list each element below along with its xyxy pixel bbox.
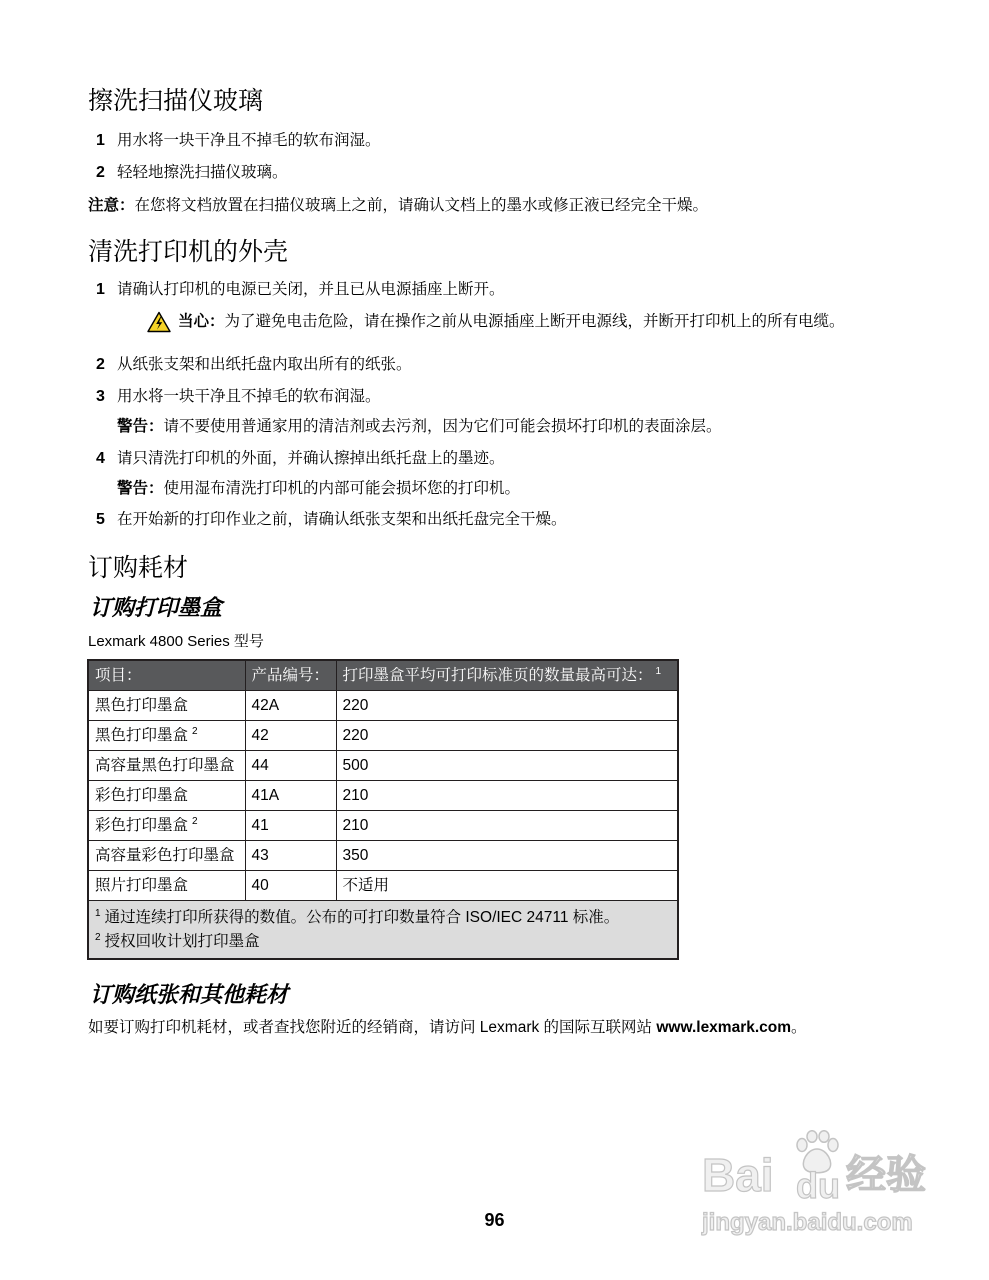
electric-shock-warning-icon [147, 311, 171, 333]
cell-part-number: 43 [245, 841, 336, 871]
step-text: 请确认打印机的电源已关闭，并且已从电源插座上断开。 [117, 281, 505, 298]
step-item [96, 163, 288, 183]
cell-item: 黑色打印墨盒 [88, 691, 245, 721]
note-text: 在您将文档放置在扫描仪玻璃上之前，请确认文档上的墨水或修正液已经完全干燥。 [134, 197, 709, 214]
cell-item: 彩色打印墨盒 [88, 781, 245, 811]
table-row [88, 871, 678, 901]
footnote-mark: 1 [95, 908, 101, 919]
caution-label: 当心： [178, 313, 225, 330]
header-label: 打印墨盒平均可打印标准页的数量最高可达： [342, 666, 653, 684]
printer-model-line: Lexmark 4800 Series 型号 [88, 633, 264, 650]
warning-text: 使用湿布清洗打印机的内部可能会损坏您的打印机。 [163, 480, 521, 497]
cell-item: 照片打印墨盒 [88, 871, 245, 901]
step-text: 在开始新的打印作业之前，请确认纸张支架和出纸托盘完全干燥。 [117, 511, 567, 528]
cell-part-number: 42A [245, 691, 336, 721]
cell-page-yield: 210 [336, 811, 678, 841]
caution-text: 为了避免电击危险，请在操作之前从电源插座上断开电源线，并断开打印机上的所有电缆。 [224, 313, 845, 330]
cell-page-yield: 220 [336, 691, 678, 721]
section-title-order-supplies: 订购耗材 [88, 554, 189, 582]
note-label: 注意： [88, 197, 135, 214]
warning-text: 请不要使用普通家用的清洁剂或去污剂，因为它们可能会损坏打印机的表面涂层。 [163, 418, 722, 435]
table-header-row [88, 660, 678, 691]
step-number: 3 [96, 388, 105, 405]
item-label: 彩色打印墨盒 [95, 816, 189, 834]
warning-label: 警告： [117, 418, 164, 435]
order-paper-paragraph [88, 1018, 807, 1038]
header-item [88, 660, 245, 691]
header-label: 产品编号： [251, 666, 330, 684]
step-number: 1 [96, 132, 105, 149]
cell-item: 高容量彩色打印墨盒 [88, 841, 245, 871]
cell-page-yield: 210 [336, 781, 678, 811]
step-item [96, 131, 381, 151]
step-item [96, 449, 505, 469]
footnote-ref: 2 [192, 725, 198, 737]
footnote-text: 授权回收计划打印墨盒 [104, 933, 260, 950]
page-number: 96 [484, 1210, 505, 1230]
table-row [88, 811, 678, 841]
table-row [88, 841, 678, 871]
section-title-clean-scanner-glass: 擦洗扫描仪玻璃 [88, 87, 264, 115]
table-footnotes-row [88, 901, 678, 960]
footnote-ref: 1 [655, 665, 662, 677]
header-label: 项目： [95, 666, 142, 684]
table-row [88, 721, 678, 751]
table-footnotes [88, 901, 678, 960]
watermark-site: jingyan.baidu.com [702, 1209, 913, 1236]
subsection-title-order-paper: 订购纸张和其他耗材 [90, 982, 289, 1007]
cell-part-number: 41A [245, 781, 336, 811]
footnote-ref: 2 [192, 815, 198, 827]
footnote [95, 930, 671, 954]
cell-item: 高容量黑色打印墨盒 [88, 751, 245, 781]
cell-part-number: 42 [245, 721, 336, 751]
step-number: 2 [96, 356, 105, 373]
paragraph-end: 。 [791, 1019, 807, 1036]
watermark-logo-text: du [796, 1165, 840, 1206]
warning-label: 警告： [117, 480, 164, 497]
paragraph-text: 如要订购打印机耗材，或者查找您附近的经销商，请访问 Lexmark 的国际互联网站 [88, 1019, 657, 1036]
cartridge-table [87, 659, 679, 960]
footnote-mark: 2 [95, 932, 101, 943]
cell-part-number: 44 [245, 751, 336, 781]
table-row [88, 781, 678, 811]
table-row [88, 691, 678, 721]
step-number: 5 [96, 511, 105, 528]
warning-note [117, 479, 520, 499]
table-row [88, 751, 678, 781]
cell-page-yield: 220 [336, 721, 678, 751]
item-label: 黑色打印墨盒 [95, 726, 189, 744]
footnote-text: 通过连续打印所获得的数值。公布的可打印数量符合 ISO/IEC 24711 标准。 [104, 909, 620, 926]
section-title-clean-printer-exterior: 清洗打印机的外壳 [88, 238, 289, 266]
step-number: 2 [96, 164, 105, 181]
step-number: 4 [96, 450, 105, 467]
step-item [96, 387, 381, 407]
watermark-logo-text: Bai [702, 1149, 774, 1201]
step-text: 轻轻地擦洗扫描仪玻璃。 [117, 164, 288, 181]
cell-item [88, 721, 245, 751]
step-text: 从纸张支架和出纸托盘内取出所有的纸张。 [117, 356, 412, 373]
step-item [96, 510, 567, 530]
header-part-number [245, 660, 336, 691]
cell-part-number: 41 [245, 811, 336, 841]
cell-part-number: 40 [245, 871, 336, 901]
cell-page-yield: 350 [336, 841, 678, 871]
baidu-jingyan-watermark [700, 1128, 940, 1243]
lexmark-website-link[interactable]: www.lexmark.com [656, 1019, 792, 1036]
subsection-title-order-cartridges: 订购打印墨盒 [90, 595, 223, 620]
step-number: 1 [96, 281, 105, 298]
step-item [96, 355, 412, 375]
watermark-logo-cn: 经验 [846, 1153, 926, 1197]
cell-item [88, 811, 245, 841]
note [88, 196, 708, 216]
cell-page-yield: 不适用 [336, 871, 678, 901]
header-page-yield [336, 660, 678, 691]
step-text: 请只清洗打印机的外面，并确认擦掉出纸托盘上的墨迹。 [117, 450, 505, 467]
step-text: 用水将一块干净且不掉毛的软布润湿。 [117, 132, 381, 149]
step-text: 用水将一块干净且不掉毛的软布润湿。 [117, 388, 381, 405]
cell-page-yield: 500 [336, 751, 678, 781]
caution-note [178, 312, 845, 332]
footnote [95, 906, 671, 930]
warning-note [117, 417, 722, 437]
step-item [96, 280, 505, 300]
